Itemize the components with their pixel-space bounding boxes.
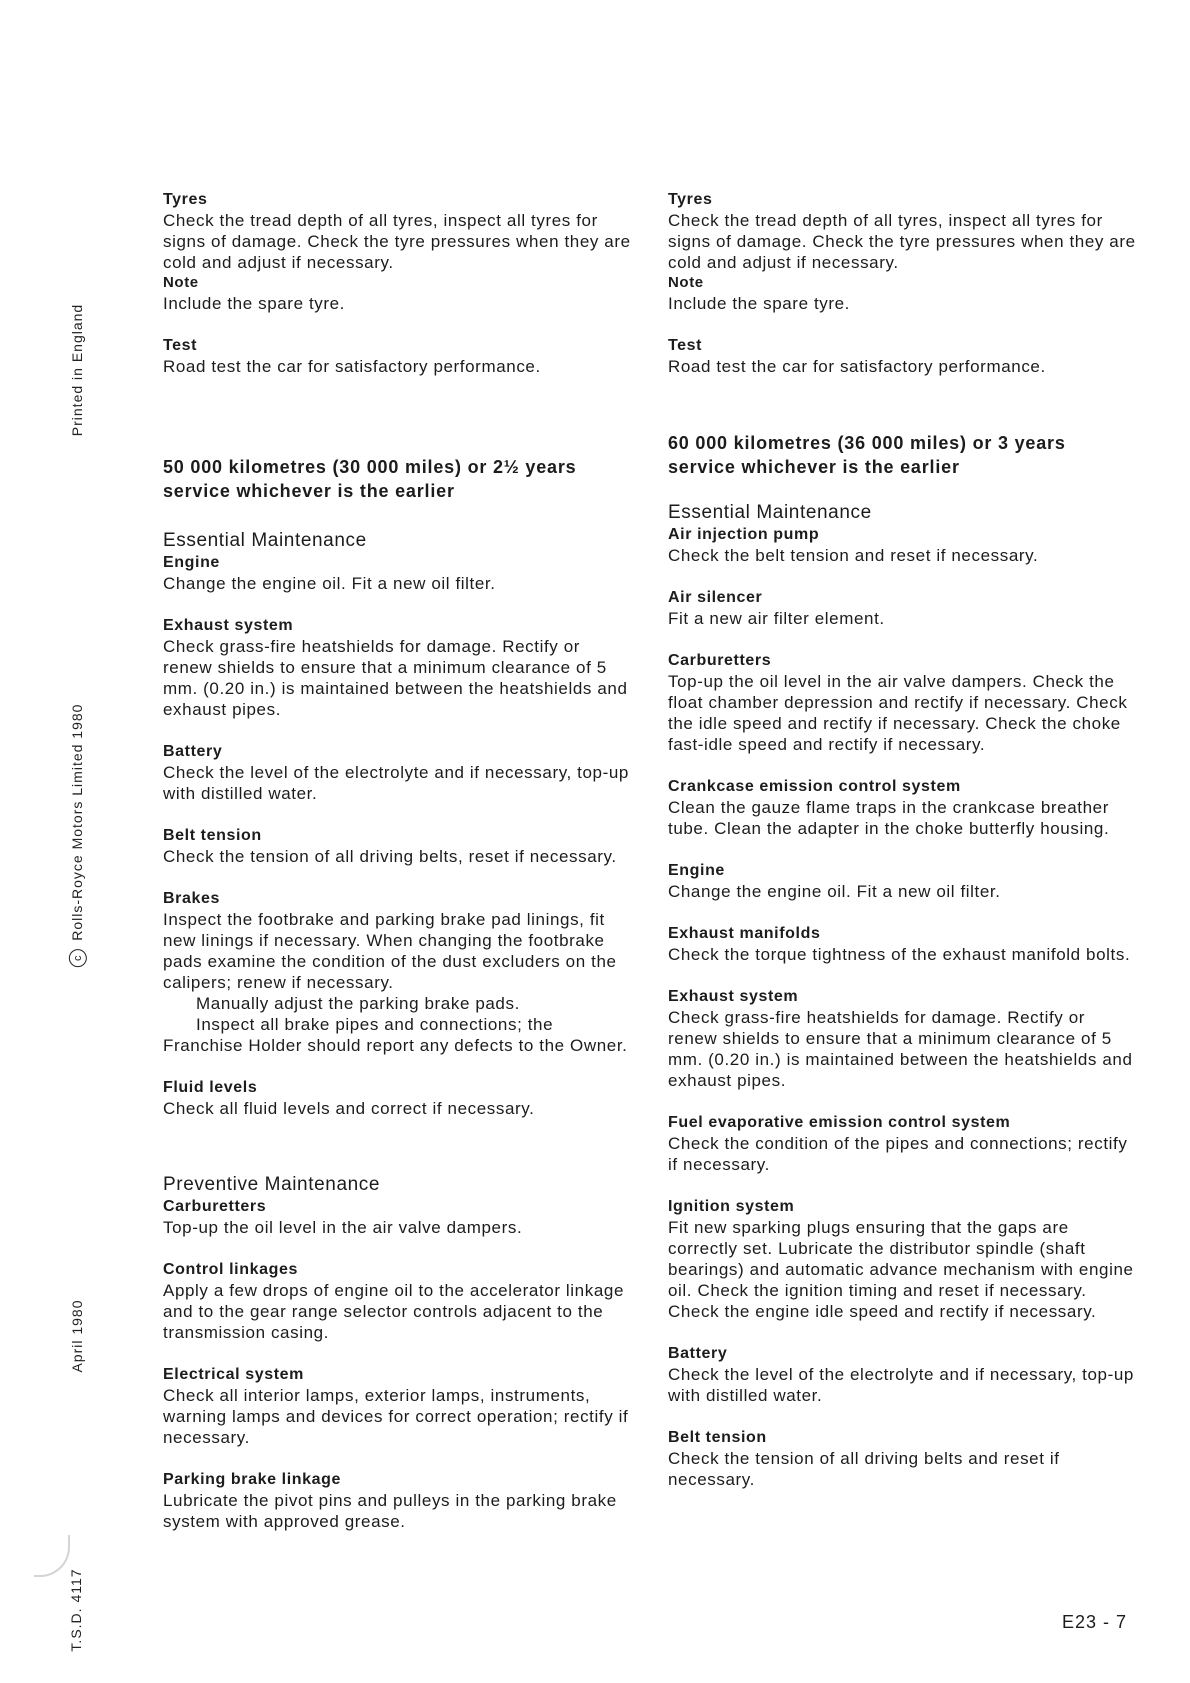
text-battery: Check the level of the electrolyte and if necessary, top-up with distilled water. xyxy=(668,1365,1134,1405)
page-number: E23 - 7 xyxy=(1062,1612,1128,1632)
heading-exhaust: Exhaust system xyxy=(163,617,294,634)
text-engine: Change the engine oil. Fit a new oil filter. xyxy=(163,574,496,593)
heading-tyres: Tyres xyxy=(668,191,713,208)
text-air-injection: Check the belt tension and reset if necessary. xyxy=(668,546,1039,565)
heading-belt: Belt tension xyxy=(668,1429,767,1446)
heading-belt: Belt tension xyxy=(163,827,262,844)
interval-heading: 50 000 kilometres (30 000 miles) or 2½ years service whichever is the earlier xyxy=(163,457,577,501)
text-battery: Check the level of the electrolyte and if necessary, top-up with distilled water. xyxy=(163,763,629,803)
heading-engine: Engine xyxy=(668,862,725,879)
heading-control: Control linkages xyxy=(163,1261,298,1278)
text-manifolds: Check the torque tightness of the exhaust manifold bolts. xyxy=(668,945,1131,964)
text-fluid: Check all fluid levels and correct if necessary. xyxy=(163,1099,535,1118)
heading-carburetters: Carburetters xyxy=(668,652,772,669)
copyright-label xyxy=(69,685,87,985)
text-fuel: Check the condition of the pipes and connections; rectify if necessary. xyxy=(668,1134,1128,1174)
text-carburetters: Top-up the oil level in the air valve dampers. Check the float chamber depression and rectify if necessary. Check the idle speed and rectify if necessary. Check the choke fast-idle speed and rectify if necessary. xyxy=(668,672,1128,754)
right-column xyxy=(668,190,1138,1490)
text-brakes-3: Inspect all brake pipes and connections; the Franchise Holder should report any defects to the Owner. xyxy=(163,1015,628,1055)
note-heading: Note xyxy=(163,274,199,291)
text-ignition: Fit new sparking plugs ensuring that the gaps are correctly set. Lubricate the distributor spindle (shaft bearings) and automatic advance mechanism with engine oil. Check the ignition timing and reset if necessary. Check the engine idle speed and rectify if necessary. xyxy=(668,1218,1134,1321)
heading-exhaust: Exhaust system xyxy=(668,988,799,1005)
heading-engine: Engine xyxy=(163,554,220,571)
heading-fuel: Fuel evaporative emission control system xyxy=(668,1114,1011,1131)
text-control: Apply a few drops of engine oil to the accelerator linkage and to the gear range selector controls adjacent to the transmission casing. xyxy=(163,1281,625,1342)
heading-tyres: Tyres xyxy=(163,191,208,208)
heading-ignition: Ignition system xyxy=(668,1198,795,1215)
note-text: Include the spare tyre. xyxy=(163,294,346,313)
section-essential: Essential Maintenance xyxy=(668,502,872,523)
text-brakes-1: Inspect the footbrake and parking brake pad linings, fit new linings if necessary. When changing the footbrake pads examine the condition of the dust excluders on the calipers; renew if necessary. xyxy=(163,910,617,992)
text-air-silencer: Fit a new air filter element. xyxy=(668,609,885,628)
text-parking: Lubricate the pivot pins and pulleys in the parking brake system with approved grease. xyxy=(163,1491,617,1531)
heading-parking: Parking brake linkage xyxy=(163,1471,342,1488)
text-brakes-2: Manually adjust the parking brake pads. xyxy=(196,994,520,1013)
section-essential: Essential Maintenance xyxy=(163,530,367,551)
tsd-label: T.S.D. 4117 xyxy=(68,1568,84,1652)
left-column xyxy=(163,190,633,1532)
heading-electrical: Electrical system xyxy=(163,1366,304,1383)
text-belt: Check the tension of all driving belts and reset if necessary. xyxy=(668,1449,1060,1489)
heading-air-injection: Air injection pump xyxy=(668,526,820,543)
text-crankcase: Clean the gauze flame traps in the crankcase breather tube. Clean the adapter in the choke butterfly housing. xyxy=(668,798,1110,838)
text-tyres: Check the tread depth of all tyres, inspect all tyres for signs of damage. Check the tyre pressures when they are cold and adjust if necessary. xyxy=(163,211,631,272)
interval-heading: 60 000 kilometres (36 000 miles) or 3 years service whichever is the earlier xyxy=(668,433,1066,477)
heading-battery: Battery xyxy=(163,743,223,760)
printed-in-label: Printed in England xyxy=(69,303,85,437)
text-belt: Check the tension of all driving belts, reset if necessary. xyxy=(163,847,617,866)
heading-air-silencer: Air silencer xyxy=(668,589,763,606)
heading-crankcase: Crankcase emission control system xyxy=(668,778,961,795)
text-electrical: Check all interior lamps, exterior lamps, instruments, warning lamps and devices for correct operation; rectify if necessary. xyxy=(163,1386,629,1447)
text-engine: Change the engine oil. Fit a new oil filter. xyxy=(668,882,1001,901)
section-preventive: Preventive Maintenance xyxy=(163,1174,381,1195)
heading-carburetters: Carburetters xyxy=(163,1198,267,1215)
text-exhaust: Check grass-fire heatshields for damage. Rectify or renew shields to ensure that a minimum clearance of 5 mm. (0.20 in.) is maintained between the heatshields and exhaust pipes. xyxy=(163,637,628,719)
copyright-icon: c xyxy=(69,949,87,967)
text-tyres: Check the tread depth of all tyres, inspect all tyres for signs of damage. Check the tyre pressures when they are cold and adjust if necessary. xyxy=(668,211,1136,272)
heading-battery: Battery xyxy=(668,1345,728,1362)
heading-manifolds: Exhaust manifolds xyxy=(668,925,821,942)
note-heading: Note xyxy=(668,274,704,291)
note-text: Include the spare tyre. xyxy=(668,294,851,313)
heading-fluid: Fluid levels xyxy=(163,1079,258,1096)
copyright-text: Rolls-Royce Motors Limited 1980 xyxy=(68,703,85,941)
punch-hole-mark xyxy=(34,1535,70,1577)
text-exhaust: Check grass-fire heatshields for damage. Rectify or renew shields to ensure that a minimum clearance of 5 mm. (0.20 in.) is maintained between the heatshields and exhaust pipes. xyxy=(668,1008,1133,1090)
text-test: Road test the car for satisfactory performance. xyxy=(668,357,1046,376)
heading-brakes: Brakes xyxy=(163,890,220,907)
date-label: April 1980 xyxy=(69,1299,85,1373)
heading-test: Test xyxy=(668,337,703,354)
heading-test: Test xyxy=(163,337,198,354)
text-carburetters: Top-up the oil level in the air valve dampers. xyxy=(163,1218,523,1237)
text-test: Road test the car for satisfactory performance. xyxy=(163,357,541,376)
